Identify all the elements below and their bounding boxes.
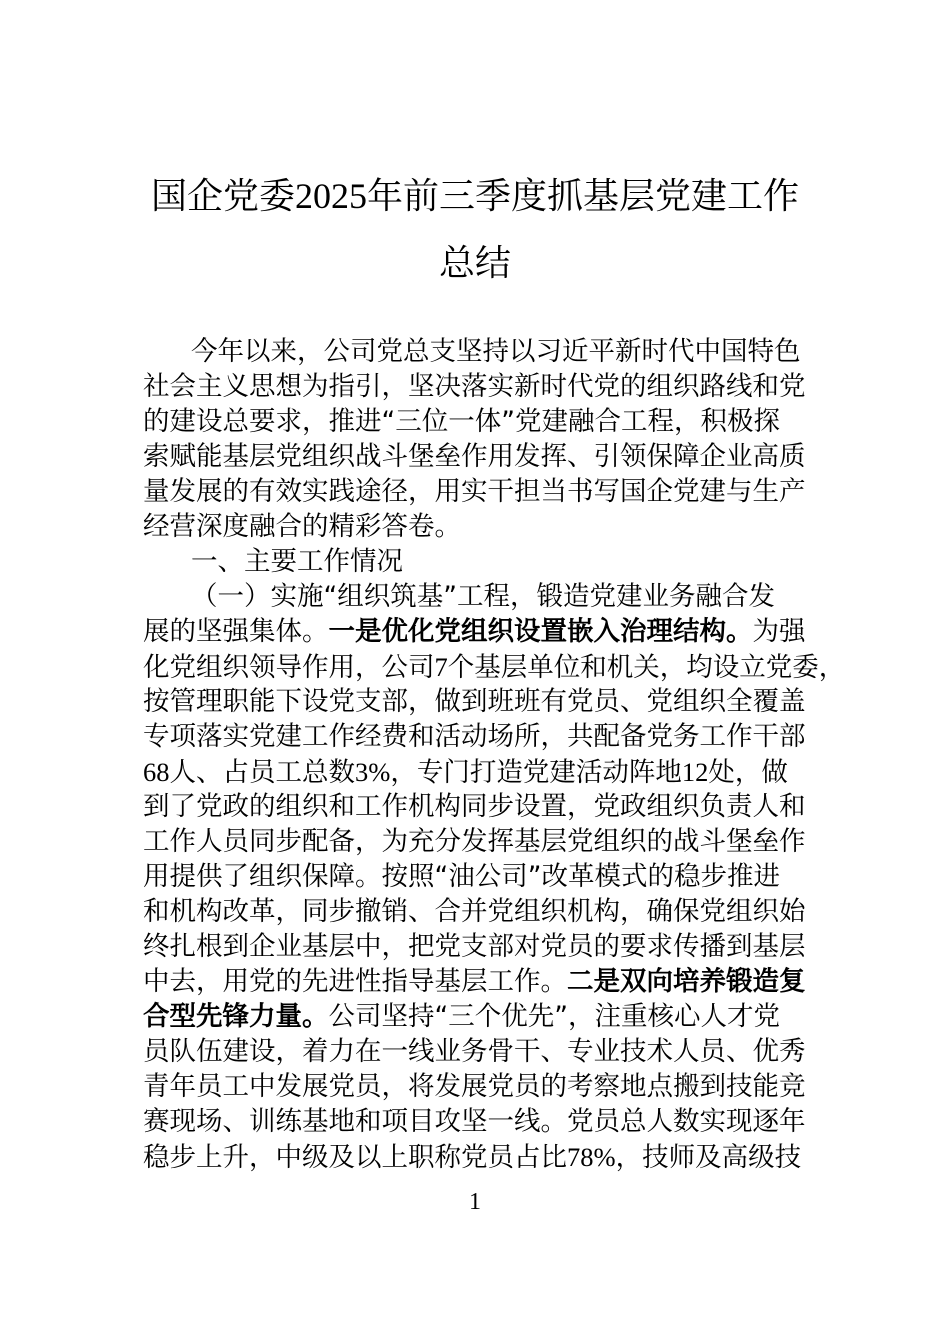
page-number: 1 (469, 1189, 481, 1215)
body-line-6 (143, 755, 788, 789)
body-text: ，技师及高级技 (615, 1142, 802, 1173)
number-sites: 12 (681, 757, 709, 787)
body-text: 个基层单位和机关，均设立党委， (447, 652, 846, 683)
intro-line-4: 索赋能基层党组织战斗堡垒作用发挥、引领保障企业高质 (143, 441, 806, 472)
body-text: ，专门打造党建活动阵地 (390, 757, 682, 788)
number-ratio: 78% (567, 1142, 616, 1172)
intro-line-6: 经营深度融合的精彩答卷。 (143, 511, 461, 542)
document-title-line-2: 总结 (438, 243, 511, 284)
body-line-11: 终扎根到企业基层中，把党支部对党员的要求传播到基层 (143, 931, 806, 962)
body-line-5: 专项落实党建工作经费和活动场所，共配备党务工作干部 (143, 721, 806, 752)
number-units: 7 (434, 652, 448, 682)
intro-line-1: 今年以来，公司党总支坚持以习近平新时代中国特色 (191, 336, 801, 367)
intro-line-5: 量发展的有效实践途径，用实干担当书写国企党建与生产 (143, 476, 806, 507)
body-text: 化党组织领导作用，公司 (143, 652, 435, 683)
bold-lead-one: 一是优化党组织设置嵌入治理结构。 (328, 616, 753, 647)
title-text-a: 国企党委 (150, 176, 295, 217)
body-text: 中去，用党的先进性指导基层工作。 (143, 966, 567, 997)
body-text: 为强 (752, 616, 806, 647)
body-text: 处，做 (708, 757, 788, 788)
body-line-8: 工作人员同步配备，为充分发挥基层党组织的战斗堡垒作 (143, 826, 806, 857)
body-text: 公司坚持“三个优先”，注重核心人才党 (328, 1001, 780, 1032)
title-text-b: 年前三季度抓基层党建工作 (367, 176, 800, 217)
body-line-10: 和机构改革，同步撤销、合并党组织机构，确保党组织始 (143, 896, 806, 927)
body-text: 人、占员工总数 (169, 757, 355, 788)
document-title-line-1 (140, 176, 810, 217)
body-line-15: 青年员工中发展党员，将发展党员的考察地点搬到技能竞 (143, 1071, 806, 1102)
number-staff: 68 (143, 757, 170, 787)
body-line-7: 到了党政的组织和工作机构同步设置，党政组织负责人和 (143, 791, 806, 822)
body-line-9: 用提供了组织保障。按照“油公司”改革模式的稳步推进 (143, 861, 780, 892)
body-line-12 (143, 965, 806, 999)
intro-line-3: 的建设总要求，推进“三位一体”党建融合工程，积极探 (143, 406, 780, 437)
bold-lead-two: 二是双向培养锻造复 (567, 966, 806, 997)
body-line-3 (143, 650, 845, 684)
intro-line-2: 社会主义思想为指引，坚决落实新时代党的组织路线和党 (143, 371, 806, 402)
body-line-13 (143, 1000, 780, 1034)
body-line-4: 按管理职能下设党支部，做到班班有党员、党组织全覆盖 (143, 686, 806, 717)
body-line-16: 赛现场、训练基地和项目攻坚一线。党员总人数实现逐年 (143, 1106, 806, 1137)
body-line-17 (143, 1140, 801, 1174)
body-line-14: 员队伍建设，着力在一线业务骨干、专业技术人员、优秀 (143, 1036, 806, 1067)
title-year: 2025 (295, 176, 367, 216)
body-text: 展的坚强集体。 (143, 616, 329, 647)
body-line-2 (143, 615, 806, 649)
bold-lead-two-cont: 合型先锋力量。 (143, 1001, 329, 1032)
subsection-heading: （一）实施“组织筑基”工程，锻造党建业务融合发 (191, 581, 775, 612)
section-heading: 一、主要工作情况 (191, 546, 403, 577)
body-text: 稳步上升，中级及以上职称党员占比 (143, 1142, 567, 1173)
number-percent: 3% (355, 757, 391, 787)
